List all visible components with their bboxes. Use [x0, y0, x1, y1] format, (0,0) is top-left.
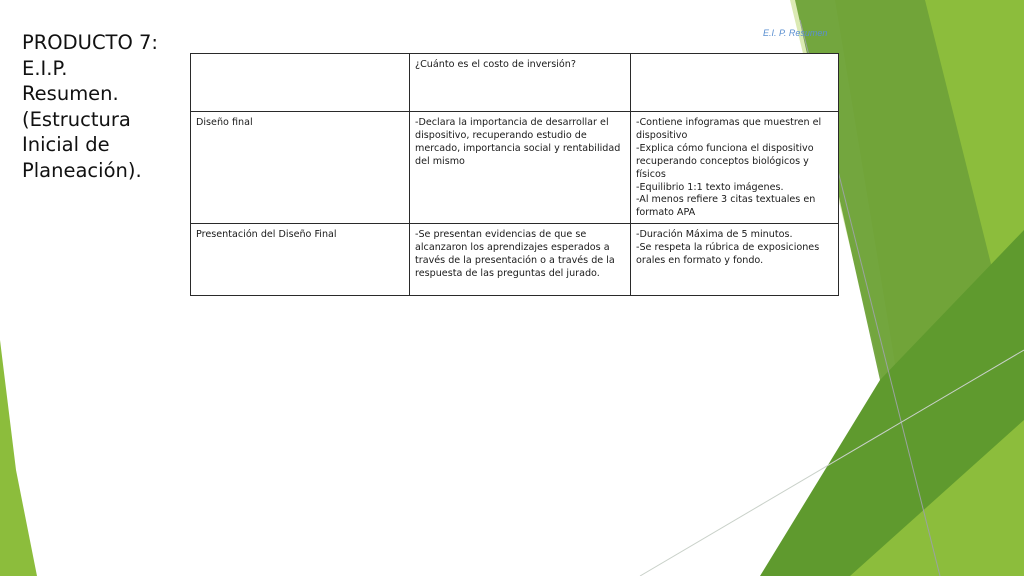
table-row — [191, 112, 839, 224]
table-cell: Presentación del Diseño Final — [191, 224, 410, 296]
header-note: E.I. P. Resumen — [763, 28, 828, 38]
table-cell — [410, 112, 631, 224]
table-row — [191, 54, 839, 112]
cell-text: -Declara la importancia de desarrollar el dispositivo, recuperando estudio de mercado, importancia social y rentabilidad del mismo — [415, 117, 621, 167]
cell-text: -Explica cómo funciona el dispositivo recuperando conceptos biológicos y físicos — [636, 142, 814, 180]
cell-text: ¿Cuánto es el costo de inversión? — [415, 59, 576, 70]
cell-text: -Se presentan evidencias de que se alcanzaron los aprendizajes esperados a través de la presentación o a través de la respuesta de las preguntas del jurado. — [415, 229, 615, 279]
table-cell — [410, 224, 631, 296]
table-cell — [631, 224, 839, 296]
table-cell: Diseño final — [191, 112, 410, 224]
slide-title: PRODUCTO 7: E.I.P. Resumen. (Estructura Inicial de Planeación). — [22, 31, 158, 182]
table-row — [191, 224, 839, 296]
cell-text: -Al menos refiere 3 citas textuales en formato APA — [636, 194, 816, 219]
rubric-table — [190, 53, 839, 296]
table-cell — [631, 54, 839, 112]
left-green-shape — [0, 340, 37, 576]
cell-text: -Contiene infogramas que muestren el dispositivo — [636, 117, 822, 141]
table-cell — [191, 54, 410, 112]
cell-text: -Duración Máxima de 5 minutos. — [636, 229, 793, 240]
table-cell — [631, 112, 839, 224]
cell-text: -Se respeta la rúbrica de exposiciones orales en formato y fondo. — [636, 241, 820, 266]
cell-text: -Equilibrio 1:1 texto imágenes. — [636, 181, 784, 193]
table-cell — [410, 54, 631, 112]
